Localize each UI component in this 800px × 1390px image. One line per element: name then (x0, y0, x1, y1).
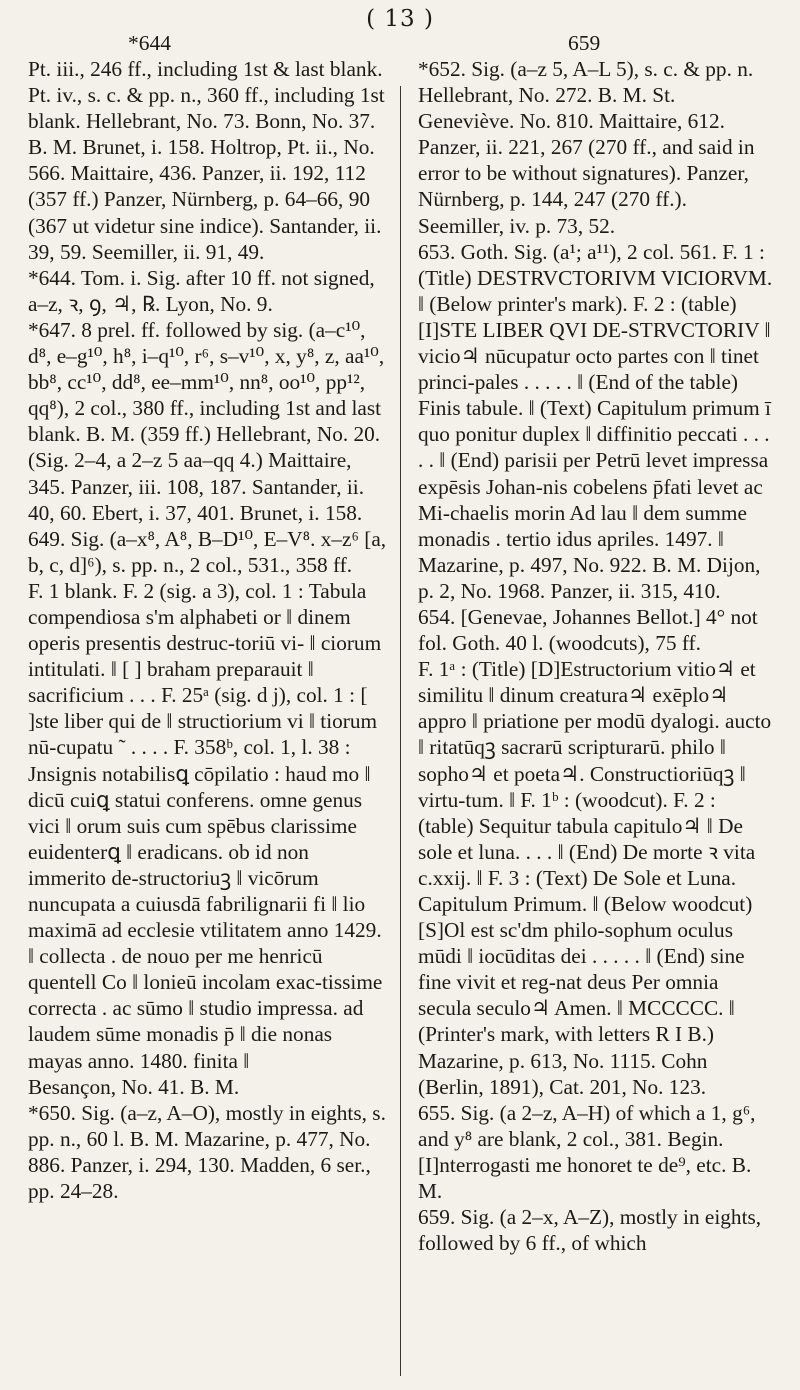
right-column (418, 30, 774, 1256)
entry-paragraph: 659. Sig. (a 2–x, A–Z), mostly in eights, followed by 6 ff., of which (418, 1205, 762, 1256)
entry-paragraph: *647. 8 prel. ff. followed by sig. (a–c¹⁰, d⁸, e–g¹⁰, h⁸, i–q¹⁰, r⁶, s–v¹⁰, x, y⁸, z, aa¹⁰, bb⁸, cc¹⁰, dd⁸, ee–mm¹⁰, nn⁸, oo¹⁰, pp¹², qq⁸), 2 col., 380 ff., including 1st and last blank. B. M. (359 ff.) Hellebrant, No. 20. (Sig. 2–4, a 2–z 5 aa–qq 4.) Maittaire, 345. Panzer, iii. 108, 187. Santander, ii. 40, 60. Ebert, i. 37, 401. Brunet, i. 158. (28, 317, 385, 525)
entry-paragraph: Besançon, No. 41. B. M. (28, 1074, 240, 1099)
entry-paragraph: *650. Sig. (a–z, A–O), mostly in eights, s. pp. n., 60 l. B. M. Mazarine, p. 477, No. 886. Panzer, i. 294, 130. Madden, 6 ser., pp. 24–28. (28, 1100, 386, 1204)
entry-paragraph: 654. [Genevae, Johannes Bellot.] 4° not fol. Goth. 40 l. (woodcuts), 75 ff. (418, 604, 758, 656)
entry-paragraph: Pt. iii., 246 ff., including 1st & last blank. Pt. iv., s. c. & pp. n., 360 ff., including 1st blank. Hellebrant, No. 73. Bonn, No. 37. B. M. Brunet, i. 158. Holtrop, Pt. ii., No. 566. Maittaire, 436. Panzer, ii. 192, 112 (357 ff.) Panzer, Nürnberg, p. 64–66, 90 (367 ut videtur sine indice). Santander, ii. 39, 59. Seemiller, ii. 91, 49. (28, 57, 385, 264)
entry-paragraph: *652. Sig. (a–z 5, A–L 5), s. c. & pp. n. Hellebrant, No. 272. B. M. St. Geneviève. No. 810. Maittaire, 612. Panzer, ii. 221, 267 (270 ff., and said in error to be without signatures). Panzer, Nürnberg, p. 144, 247 (270 ff.). Seemiller, iv. p. 73, 52. (418, 57, 755, 238)
entry-paragraph: Mazarine, p. 613, No. 1115. Cohn (Berlin, 1891), Cat. 201, No. 123. (418, 1048, 708, 1099)
entry-paragraph: 655. Sig. (a 2–z, A–H) of which a 1, g⁶, and y⁸ are blank, 2 col., 381. Begin. [I]nterrogasti me honoret te de⁹, etc. B. M. (418, 1100, 756, 1204)
entry-paragraph: 653. Goth. Sig. (a¹; a¹¹), 2 col. 561. F. 1 : (Title) DESTRVCTORIVM VICIORVM. ‖ (Below printer's mark). F. 2 : (table) [I]STE LIBER QVI DE-STRVCTORIV ‖ vicio♃ nūcupatur octo partes con ‖ tinet princi-pales . . . . . ‖ (End of the table) Finis tabule. ‖ (Text) Capitulum primum ī quo ponitur duplex ‖ diffinitio peccati . . . . . ‖ (End) parisii per Petrū levet impressa expēsis Johan-nis cobelens p̄fati levet ac Mi-chaelis morin Ad lau ‖ dem summe monadis . tertio idus apriles. 1497. ‖ Mazarine, p. 497, No. 922. B. M. Dijon, p. 2, No. 1968. Panzer, ii. 315, 410. (418, 239, 773, 603)
column-divider (400, 86, 401, 1376)
page-number: ( 13 ) (366, 6, 434, 32)
entry-paragraph: F. 1ᵃ : (Title) [D]Estructorium vitio♃ et similitu ‖ dinum creatura♃ exēplo♃ appro ‖ priatione per modū dyalogi. aucto ‖ ritatūqꝫ sacrarū scripturarū. philo ‖ sopho♃ et poeta♃. Constructioriūqꝫ ‖ virtu-tum. ‖ F. 1ᵇ : (woodcut). F. 2 : (table) Sequitur tabula capitulo♃ ‖ De sole et luna. . . . ‖ (End) De morte ꝛ vita c.xxij. ‖ F. 3 : (Text) De Sole et Luna. Capitulum Primum. ‖ (Below woodcut) [S]Ol est sc'dm philo-sophum oculus mūdi ‖ iocūditas dei . . . . . ‖ (End) sine fine vivit et reg-nat deus Per omnia secula seculo♃ Amen. ‖ MCCCCC. ‖ (Printer's mark, with letters R I B.) (418, 657, 772, 1047)
right-column-head: 659 (568, 31, 601, 55)
left-column-head: *644 (128, 31, 171, 55)
left-column (28, 30, 388, 1204)
entry-paragraph: 649. Sig. (a–x⁸, A⁸, B–D¹⁰, E–V⁸. x–z⁶ [a, b, c, d]⁶), s. pp. n., 2 col., 531., 358 ff. (28, 526, 387, 577)
entry-paragraph: *644. Tom. i. Sig. after 10 ff. not signed, a–z, ꝛ, ꝯ, ♃, ℞. Lyon, No. 9. (28, 265, 375, 316)
entry-paragraph: F. 1 blank. F. 2 (sig. a 3), col. 1 : Tabula compendiosa s'm alphabeti or ‖ dinem operis presentis destruc-toriū vi- ‖ ciorum intitulati. ‖ [ ] braham preparauit ‖ sacrificium . . . F. 25ᵃ (sig. d j), col. 1 : [ ]ste liber qui de ‖ structiorium vi ‖ tiorum nū-cupatu ˜ . . . . F. 358ᵇ, col. 1, l. 38 : Jnsignis notabilisꝗ cōpilatio : haud mo ‖ dicū cuiꝗ statui conferens. omne genus vici ‖ orum suis cum spēbus clarissime euidenterꝗ ‖ eradicans. ob id non immerito de-structoriuꝫ ‖ vicōrum nuncupata a cuiusdā fabrilignarii fi ‖ lio maximā ad ecclesie vtilitatem anno 1429. ‖ collecta . de nouo per me henricū quentell Co ‖ lonieū incolam exac-tissime correcta . ac sūmo ‖ studio impressa. ad laudem sūme monadis p̄ ‖ die nonas mayas anno. 1480. finita ‖ (28, 578, 383, 1073)
